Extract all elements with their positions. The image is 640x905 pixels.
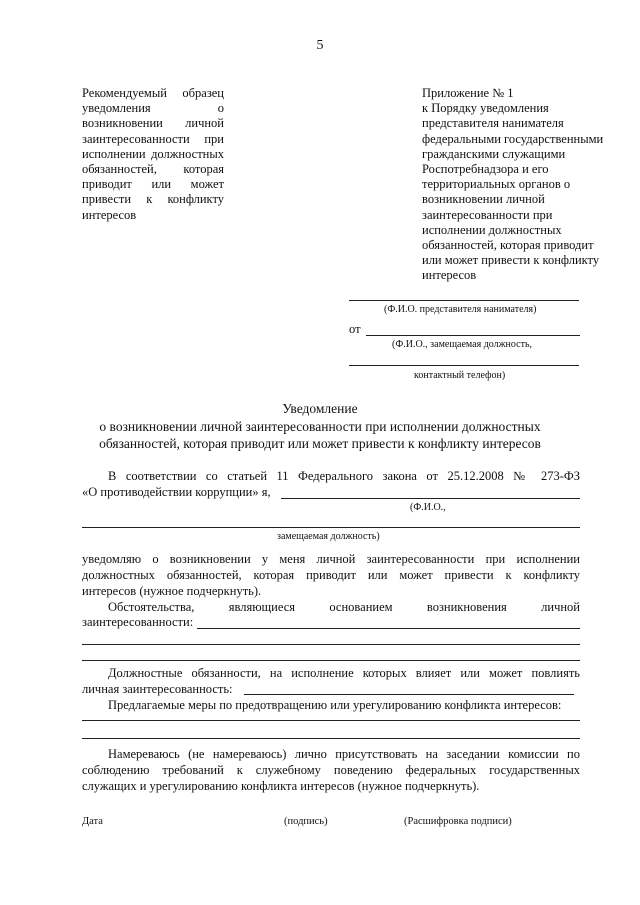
notice-subtitle-line2: обязанностей, которая приводит или может привести к конфликту интересов bbox=[99, 436, 541, 451]
circumstances-line1: Обстоятельства, являющиеся основанием возникновения личной bbox=[108, 600, 580, 614]
right-line: гражданскими служащими bbox=[422, 146, 566, 161]
notice-title: Уведомление bbox=[282, 401, 358, 416]
right-line: интересов bbox=[422, 268, 477, 283]
left-line: привести к конфликту bbox=[82, 192, 224, 207]
intro-line2: «О противодействии коррупции» я, bbox=[82, 485, 271, 499]
signature-label: (подпись) bbox=[284, 816, 328, 827]
appendix-note bbox=[422, 86, 612, 284]
measures-answer-line-a[interactable] bbox=[82, 720, 580, 721]
left-line: обязанностей, которая bbox=[82, 162, 224, 177]
right-line: обязанностей, которая приводит bbox=[422, 238, 594, 253]
right-line: или может привести к конфликту bbox=[422, 253, 600, 268]
notify-line2: должностных обязанностей, которая приводит или может привести к конфликту bbox=[82, 568, 580, 582]
measures-line: Предлагаемые меры по предотвращению или урегулированию конфликта интересов: bbox=[108, 698, 562, 712]
right-line: территориальных органов о bbox=[422, 177, 571, 192]
employer-caption: (Ф.И.О. представителя нанимателя) bbox=[384, 304, 537, 315]
from-line[interactable] bbox=[366, 335, 580, 336]
right-line: к Порядку уведомления bbox=[422, 101, 549, 116]
phone-line[interactable] bbox=[349, 365, 579, 366]
left-line: уведомления о bbox=[82, 101, 224, 116]
intro-line1: В соответствии со статьей 11 Федерального закона от 25.12.2008 № 273-ФЗ bbox=[108, 469, 580, 483]
notice-subtitle-line1: о возникновении личной заинтересованности при исполнении должностных bbox=[99, 419, 541, 434]
recommended-form-note bbox=[82, 86, 224, 223]
right-line: возникновении личной bbox=[422, 192, 545, 207]
fio-caption: (Ф.И.О., bbox=[410, 502, 446, 513]
left-line: возникновении личной bbox=[82, 116, 224, 131]
intent-line2: соблюдению требований к служебному поведению федеральных государственных bbox=[82, 763, 580, 777]
signature-transcript-label: (Расшифровка подписи) bbox=[404, 816, 512, 827]
position-caption: (Ф.И.О., замещаемая должность, bbox=[392, 339, 533, 350]
duties-line1: Должностные обязанности, на исполнение которых влияет или может повлиять bbox=[108, 666, 580, 680]
right-line: представителя нанимателя bbox=[422, 116, 564, 131]
right-line: Приложение № 1 bbox=[422, 86, 514, 100]
from-label: от bbox=[349, 322, 361, 336]
duties-line2: личная заинтересованность: bbox=[82, 682, 233, 696]
date-label: Дата bbox=[82, 816, 103, 827]
position-caption-body: замещаемая должность) bbox=[277, 531, 380, 542]
intent-line1: Намереваюсь (не намереваюсь) лично присутствовать на заседании комиссии по bbox=[108, 747, 580, 761]
left-line: приводит или может bbox=[82, 177, 224, 192]
right-line: заинтересованности при bbox=[422, 207, 553, 222]
notify-line1: уведомляю о возникновении у меня личной заинтересованности при исполнении bbox=[82, 552, 580, 566]
right-line: исполнении должностных bbox=[422, 222, 562, 237]
circumstances-line-a[interactable] bbox=[197, 628, 580, 629]
fio-line[interactable] bbox=[281, 498, 580, 499]
left-line: заинтересованности при bbox=[82, 131, 224, 146]
page-number: 5 bbox=[316, 38, 324, 53]
right-line: федеральными государственными bbox=[422, 131, 604, 146]
circumstances-line2: заинтересованности: bbox=[82, 615, 194, 629]
phone-caption: контактный телефон) bbox=[414, 370, 506, 381]
employer-name-line[interactable] bbox=[349, 300, 579, 301]
measures-answer-line-b[interactable] bbox=[82, 738, 580, 739]
notify-line3: интересов (нужное подчеркнуть). bbox=[82, 584, 262, 598]
left-line: интересов bbox=[82, 207, 137, 222]
circumstances-line-c[interactable] bbox=[82, 660, 580, 661]
left-line: Рекомендуемый образец bbox=[82, 86, 224, 100]
left-line: исполнении должностных bbox=[82, 146, 224, 161]
intent-line3: служащих и урегулированию конфликта интересов (нужное подчеркнуть). bbox=[82, 779, 480, 793]
position-line[interactable] bbox=[82, 527, 580, 528]
circumstances-line-b[interactable] bbox=[82, 644, 580, 645]
duties-answer-line[interactable] bbox=[244, 694, 574, 695]
right-line: Роспотребнадзора и его bbox=[422, 162, 549, 177]
